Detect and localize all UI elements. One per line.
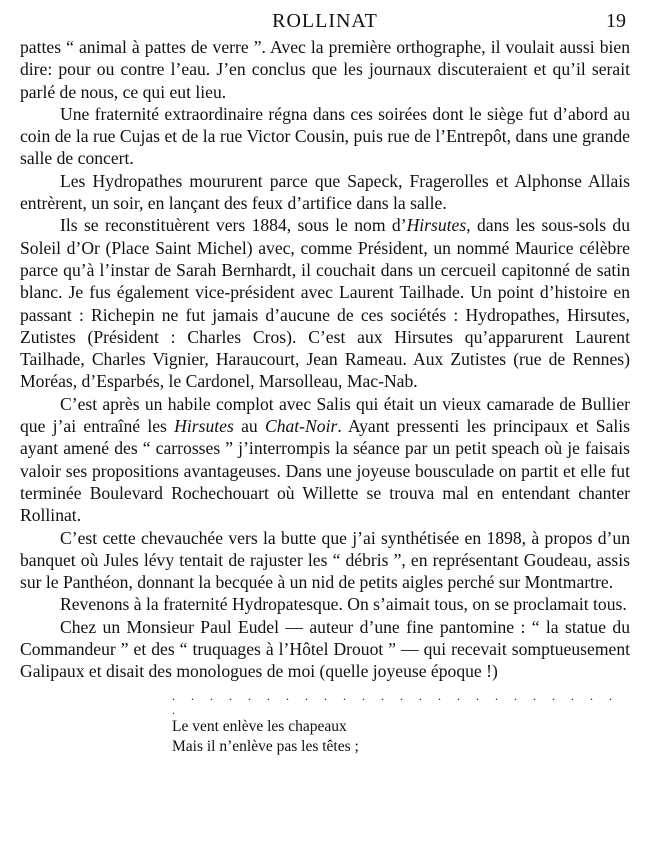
book-page [20, 8, 630, 757]
paragraph-7: Revenons à la fraternité Hydropatesque. On s’aimait tous, on se proclamait tous. [60, 594, 627, 615]
paragraph-4-text-a: Ils se reconstituèrent vers 1884, sous le nom d’ [60, 215, 407, 236]
paragraph-5-text-b: au [233, 416, 265, 437]
paragraph-4-italic-hirsutes: Hirsutes [406, 215, 467, 236]
paragraph-2: Une fraternité extraordinaire régna dans ces soirées dont le siège fut d’abord au coin de la rue Cujas et de la rue Victor Cousin, puis rue de l’Entrepôt, dans une grande salle de concert. [20, 103, 630, 169]
verse-line-2: Mais il n’enlève pas les têtes ; [172, 737, 359, 755]
paragraph-8: Chez un Monsieur Paul Eudel — auteur d’une fine pantomine : “ la statue du Commandeur ” et des “ truquages à l’Hôtel Drouot ” — qui recevait somptueusement Galipaux et disait des monologues de moi (quelle joyeuse époque !) [20, 616, 630, 682]
paragraph-5-text-a: C’est après un habile complot avec Salis qui était un vieux camarade de Bullier que j’ai entraîné les [20, 393, 630, 437]
running-title: ROLLINAT [272, 10, 378, 32]
paragraph-1: pattes “ animal à pattes de verre ”. Avec la première orthographe, il voulait aussi bien dire: pour ou contre l’eau. J’en conclus que les journaux discuteraient et qu’il serait parlé de nous, ce qui eut lieu. [20, 37, 630, 102]
paragraph-6: C’est cette chevauchée vers la butte que j’ai synthétisée en 1898, à propos d’un banquet où Jules lévy tentait de rajuster les “ débris ”, en représentant Goudeau, assis sur le Panthéon, donnant la becquée à un nid de petits aigles perché sur Montmartre. [20, 527, 630, 593]
page-number: 19 [606, 10, 626, 32]
paragraph-4 [20, 214, 630, 392]
paragraph-3: Les Hydropathes moururent parce que Sapeck, Fragerolles et Alphonse Allais entrèrent, un soir, en lançant des feux d’artifice dans la salle. [20, 170, 630, 214]
paragraph-5 [20, 393, 630, 527]
verse-line-1: Le vent enlève les chapeaux [172, 717, 347, 735]
paragraph-5-italic-hirsutes: Hirsutes [174, 416, 234, 437]
paragraph-5-italic-chat-noir: Chat-Noir [264, 416, 338, 437]
verse-quote [172, 717, 630, 757]
page-header [20, 8, 630, 36]
paragraph-4-text-b: , dans les sous-sols du Soleil d’Or (Place Saint Michel) avec, comme Président, un nommé Maurice célèbre parce qu’à l’instar de Sarah Bernhardt, il couchait dans un cercueil capitonné de satin blanc. Je fus également vice-président avec Laurent Tailhade. Un point d’histoire en passant : Richepin ne fut jamais d’aucune de ces sociétés : Hydropathes, Hirsutes, Zutistes (Président : Charles Cros). C’est aux Hirsutes qu’apparurent Laurent Tailhade, Charles Vignier, Haraucourt, Jean Rameau. Aux Zutistes (rue de Rennes) Moréas, d’Esparbés, le Cardonel, Marsolleau, Mac-Nab. [20, 215, 631, 392]
paragraph-5-text-c: . Ayant pressenti les principaux et Salis ayant amené des “ carrosses ” j’interrompis la séance par un petit speach où je faisais valoir ses propositions avantageuses. Dans une joyeuse bousculade on partit et elle fut terminée Boulevard Rochechouart où Willette se trouva mal en entendant chanter Rollinat. [20, 416, 631, 526]
ellipsis-divider: . . . . . . . . . . . . . . . . . . . . . . . . . [172, 688, 619, 717]
